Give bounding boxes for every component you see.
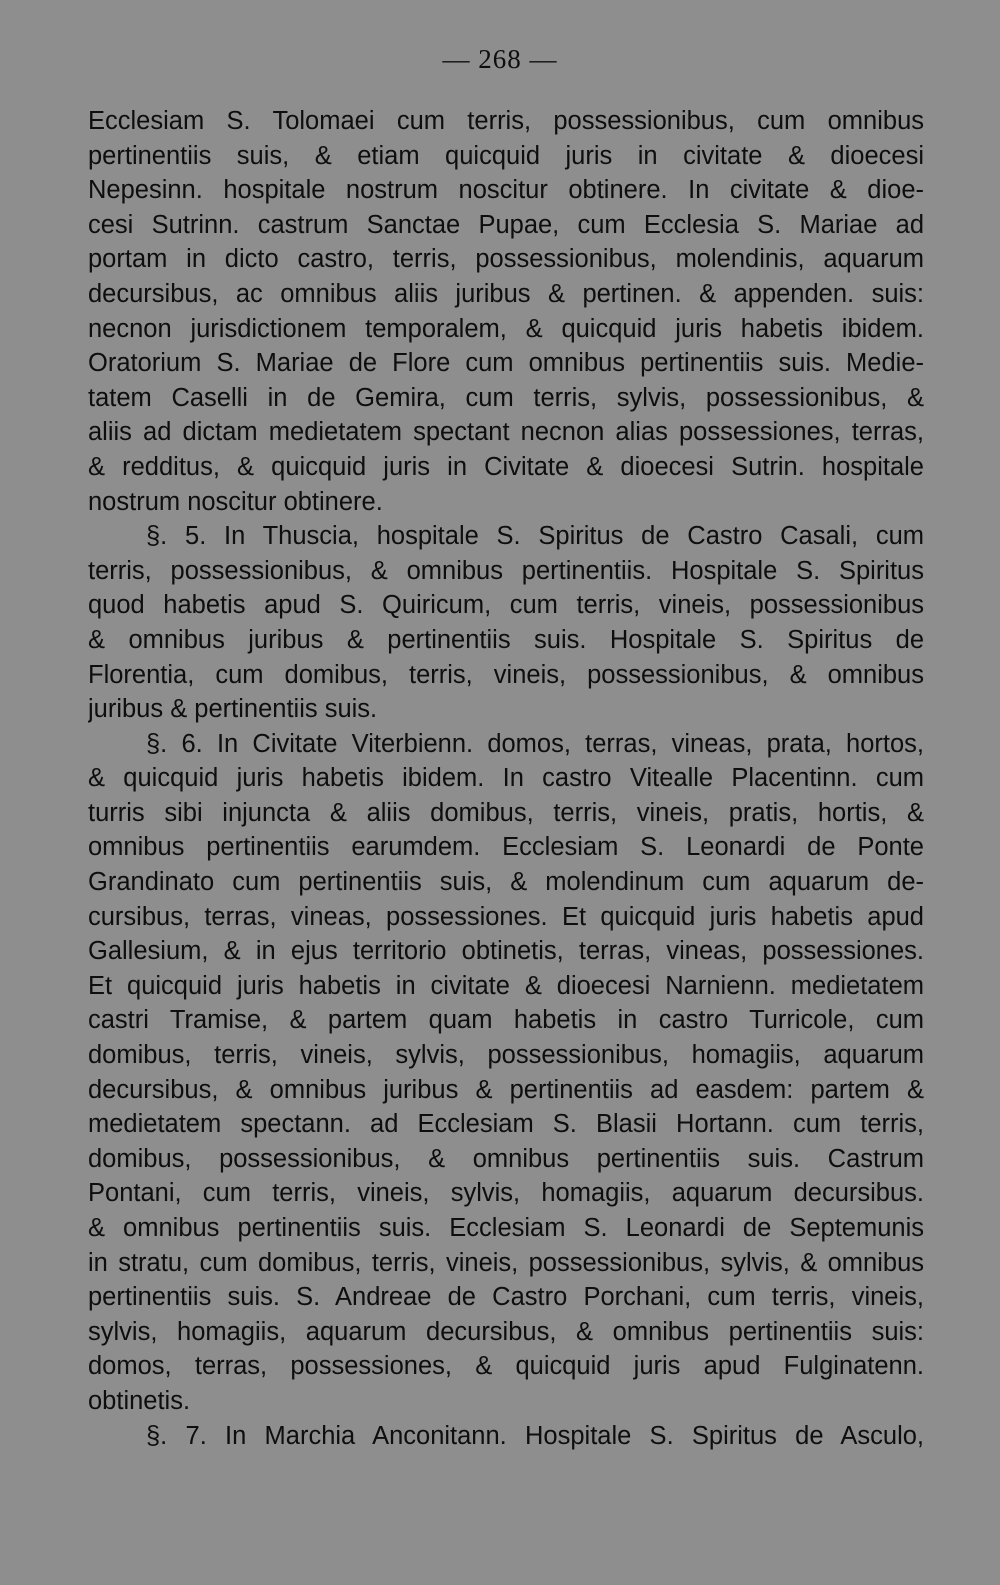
text-line: cesi Sutrinn. castrum Sanctae Pupae, cum Ecclesia S. Mariae ad [88, 210, 924, 239]
text-line: omnibus pertinentiis earumdem. Ecclesiam S. Leonardi de Ponte [88, 833, 924, 862]
text-line: nostrum noscitur obtinere. [88, 487, 383, 516]
text-line: pertinentiis suis. S. Andreae de Castro Porchani, cum terris, vineis, [88, 1283, 924, 1312]
text-line: & omnibus juribus & pertinentiis suis. Hospitale S. Spiritus de [88, 625, 924, 654]
text-line: Nepesinn. hospitale nostrum noscitur obtinere. In civitate & dioe- [88, 176, 924, 205]
text-line: §. 6. In Civitate Viterbienn. domos, terras, vineas, prata, hortos, [146, 729, 924, 758]
text-line: & redditus, & quicquid juris in Civitate & dioecesi Sutrin. hospitale [88, 452, 924, 481]
text-line: decursibus, & omnibus juribus & pertinentiis ad easdem: partem & [88, 1075, 924, 1104]
text-line: §. 7. In Marchia Anconitann. Hospitale S. Spiritus de Asculo, [146, 1421, 924, 1450]
text-line: domibus, possessionibus, & omnibus pertinentiis suis. Castrum [88, 1144, 924, 1173]
text-line: tatem Caselli in de Gemira, cum terris, sylvis, possessionibus, & [88, 383, 924, 412]
text-line: Pontani, cum terris, vineis, sylvis, homagiis, aquarum decursibus. [88, 1179, 924, 1208]
text-line: domibus, terris, vineis, sylvis, possessionibus, homagiis, aquarum [88, 1041, 924, 1070]
text-line: juribus & pertinentiis suis. [88, 695, 378, 724]
text-line: Grandinato cum pertinentiis suis, & molendinum cum aquarum de- [88, 868, 924, 897]
text-line: pertinentiis suis, & etiam quicquid juris in civitate & dioecesi [88, 141, 924, 170]
text-line: turris sibi injuncta & aliis domibus, terris, vineis, pratis, hortis, & [88, 798, 924, 827]
text-line: necnon jurisdictionem temporalem, & quicquid juris habetis ibidem. [88, 314, 924, 343]
text-line: domos, terras, possessiones, & quicquid juris apud Fulginatenn. [88, 1352, 924, 1381]
text-line: aliis ad dictam medietatem spectant necnon alias possessiones, terras, [88, 418, 924, 447]
text-line: Florentia, cum domibus, terris, vineis, possessionibus, & omnibus [88, 660, 924, 689]
text-line: in stratu, cum domibus, terris, vineis, possessionibus, sylvis, & omnibus [88, 1248, 924, 1277]
body-text [88, 104, 924, 1453]
text-line: castri Tramise, & partem quam habetis in castro Turricole, cum [88, 1006, 924, 1035]
text-line: medietatem spectann. ad Ecclesiam S. Blasii Hortann. cum terris, [88, 1110, 924, 1139]
text-line: & quicquid juris habetis ibidem. In castro Vitealle Placentinn. cum [88, 764, 924, 793]
text-line: obtinetis. [88, 1386, 191, 1415]
text-line: & omnibus pertinentiis suis. Ecclesiam S. Leonardi de Septemunis [88, 1214, 924, 1242]
page-number: — 268 — [442, 44, 558, 74]
text-line: Oratorium S. Mariae de Flore cum omnibus pertinentiis suis. Medie- [88, 349, 924, 378]
text-line: cursibus, terras, vineas, possessiones. Et quicquid juris habetis apud [88, 902, 924, 931]
text-line: sylvis, homagiis, aquarum decursibus, & omnibus pertinentiis suis: [88, 1317, 924, 1346]
text-line: decursibus, ac omnibus aliis juribus & pertinen. & appenden. suis: [88, 279, 924, 308]
text-line: Ecclesiam S. Tolomaei cum terris, possessionibus, cum omnibus [88, 107, 924, 135]
text-line: terris, possessionibus, & omnibus pertinentiis. Hospitale S. Spiritus [88, 556, 924, 585]
text-line: §. 5. In Thuscia, hospitale S. Spiritus de Castro Casali, cum [146, 522, 924, 551]
text-line: portam in dicto castro, terris, possessionibus, molendinis, aquarum [88, 245, 924, 274]
text-line: quod habetis apud S. Quiricum, cum terris, vineis, possessionibus [88, 591, 924, 620]
text-line: Gallesium, & in ejus territorio obtinetis, terras, vineas, possessiones. [88, 937, 924, 966]
text-line: Et quicquid juris habetis in civitate & dioecesi Narnienn. medietatem [88, 971, 924, 1000]
